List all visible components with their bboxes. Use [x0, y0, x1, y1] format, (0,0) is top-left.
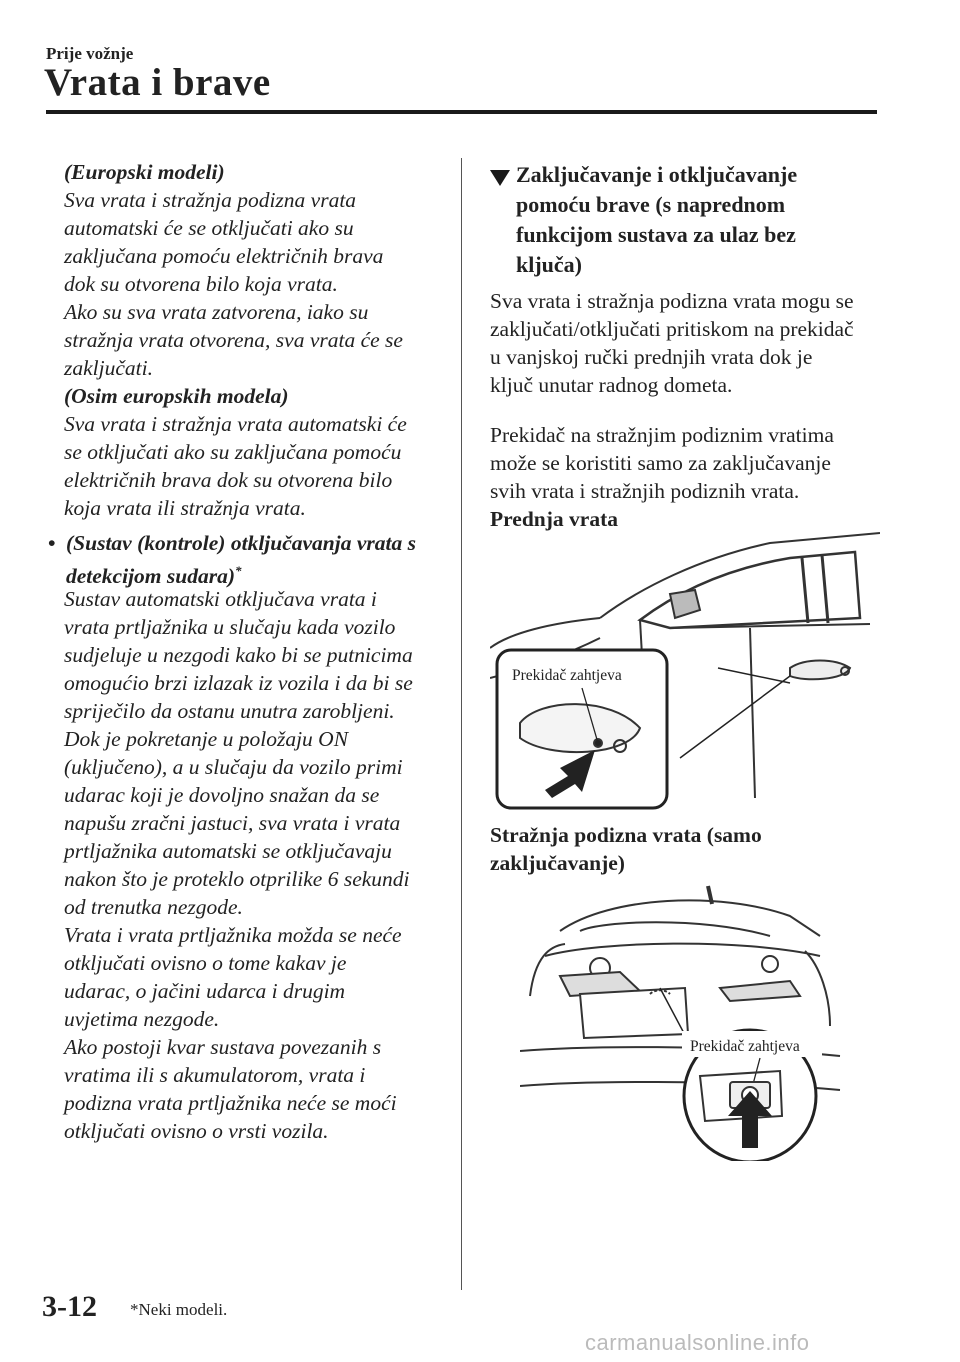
text-line: vrata prtljažnika u slučaju kada vozilo	[64, 615, 396, 639]
page-number: 3-12	[42, 1290, 97, 1323]
breadcrumb: Prije vožnje	[46, 44, 134, 63]
text-line: napušu zračni jastuci, sva vrata i vrata	[64, 811, 401, 835]
europski-heading: (Europski modeli)	[64, 160, 225, 184]
text-line: zaključati.	[64, 356, 153, 380]
rear-liftgate-illustration	[520, 876, 850, 1161]
text-line: udarac, o jačini udarca i drugim	[64, 979, 346, 1003]
text-line: spriječilo da ostanu unutra zarobljeni.	[64, 699, 395, 723]
footnote-star: *	[235, 563, 242, 578]
text-line: Sustav automatski otključava vrata i	[64, 587, 377, 611]
text-line: svih vrata i stražnjih podiznih vrata.	[490, 479, 800, 503]
text-line: u vanjskoj ručki prednjih vrata dok je	[490, 345, 813, 369]
figure2-callout: Prekidač zahtjeva	[690, 1038, 800, 1055]
figure1-label: Prednja vrata	[490, 507, 618, 531]
heading-line: Zaključavanje i otključavanje	[516, 162, 798, 187]
text-line: omogućio brzi izlazak iz vozila i da bi se	[64, 671, 413, 695]
text-line: Sva vrata i stražnja podizna vrata	[64, 188, 357, 212]
bullet-heading	[66, 529, 446, 590]
text-line: dok su otvorena bilo koja vrata.	[64, 272, 338, 296]
bullet-heading-line: (Sustav (kontrole) otključavanja vrata s	[66, 531, 416, 555]
figure2-label-line: zaključavanje)	[490, 851, 625, 875]
text-line: nakon što je proteklo otprilike 6 sekundi	[64, 867, 410, 891]
text-line: Prekidač na stražnjim podiznim vratima	[490, 423, 834, 447]
text-line: uvjetima nezgode.	[64, 1007, 220, 1031]
column-divider	[461, 158, 462, 1290]
text-line: Ako postoji kvar sustava povezanih s	[64, 1035, 382, 1059]
europski-section	[64, 158, 444, 522]
footnote: *Neki modeli.	[130, 1300, 228, 1319]
figure1-callout: Prekidač zahtjeva	[512, 667, 622, 684]
paragraph-1	[490, 287, 890, 399]
figure2-label-line: Stražnja podizna vrata (samo	[490, 823, 762, 847]
section-heading-text	[516, 160, 846, 280]
watermark: carmanualsonline.info	[585, 1330, 810, 1355]
crash-unlock-body	[64, 585, 444, 1145]
text-line: koja vrata ili stražnja vrata.	[64, 496, 306, 520]
text-line: vratima ili s akumulatorom, vrata i	[64, 1063, 366, 1087]
heading-line: ključa)	[516, 252, 582, 277]
bullet-heading-line: detekcijom sudara)	[66, 564, 235, 589]
text-line: otključati ovisno o vrsti vozila.	[64, 1119, 329, 1143]
title-rule	[46, 110, 877, 114]
text-line: Sva vrata i stražnja vrata automatski će	[64, 412, 407, 436]
text-line: može se koristiti samo za zaključavanje	[490, 451, 831, 475]
text-line: Dok je pokretanje u položaju ON	[64, 727, 349, 751]
page-title: Vrata i brave	[44, 61, 271, 104]
text-line: podizna vrata prtljažnika neće se moći	[64, 1091, 397, 1115]
text-line: automatski će se otključati ako su	[64, 216, 354, 240]
paragraph-2	[490, 421, 890, 533]
text-line: stražnja vrata otvorena, sva vrata će se	[64, 328, 403, 352]
text-line: otključati ovisno o tome kakav je	[64, 951, 347, 975]
figure2-label	[490, 821, 890, 877]
heading-line: funkcijom sustava za ulaz bez	[516, 222, 796, 247]
osim-heading: (Osim europskih modela)	[64, 384, 289, 408]
text-line: prtljažnika automatski se otključavaju	[64, 839, 392, 863]
text-line: ključ unutar radnog dometa.	[490, 373, 733, 397]
text-line: Vrata i vrata prtljažnika možda se neće	[64, 923, 402, 947]
triangle-down-icon	[490, 170, 510, 186]
text-line: Sva vrata i stražnja podizna vrata mogu se	[490, 289, 854, 313]
text-line: (uključeno), a u slučaju da vozilo primi	[64, 755, 403, 779]
heading-line: pomoću brave (s naprednom	[516, 192, 786, 217]
text-line: zaključana pomoću električnih brava	[64, 244, 384, 268]
text-line: udarac koji je dovoljno snažan da se	[64, 783, 380, 807]
front-door-illustration	[490, 528, 880, 813]
text-line: sudjeluje u nezgodi kako bi se putnicima	[64, 643, 413, 667]
text-line: Ako su sva vrata zatvorena, iako su	[64, 300, 369, 324]
text-line: električnih brava dok su otvorena bilo	[64, 468, 393, 492]
text-line: zaključati/otključati pritiskom na prekidač	[490, 317, 854, 341]
text-line: se otključati ako su zaključana pomoću	[64, 440, 402, 464]
bullet-dot: •	[48, 531, 56, 555]
text-line: od trenutka nezgode.	[64, 895, 243, 919]
